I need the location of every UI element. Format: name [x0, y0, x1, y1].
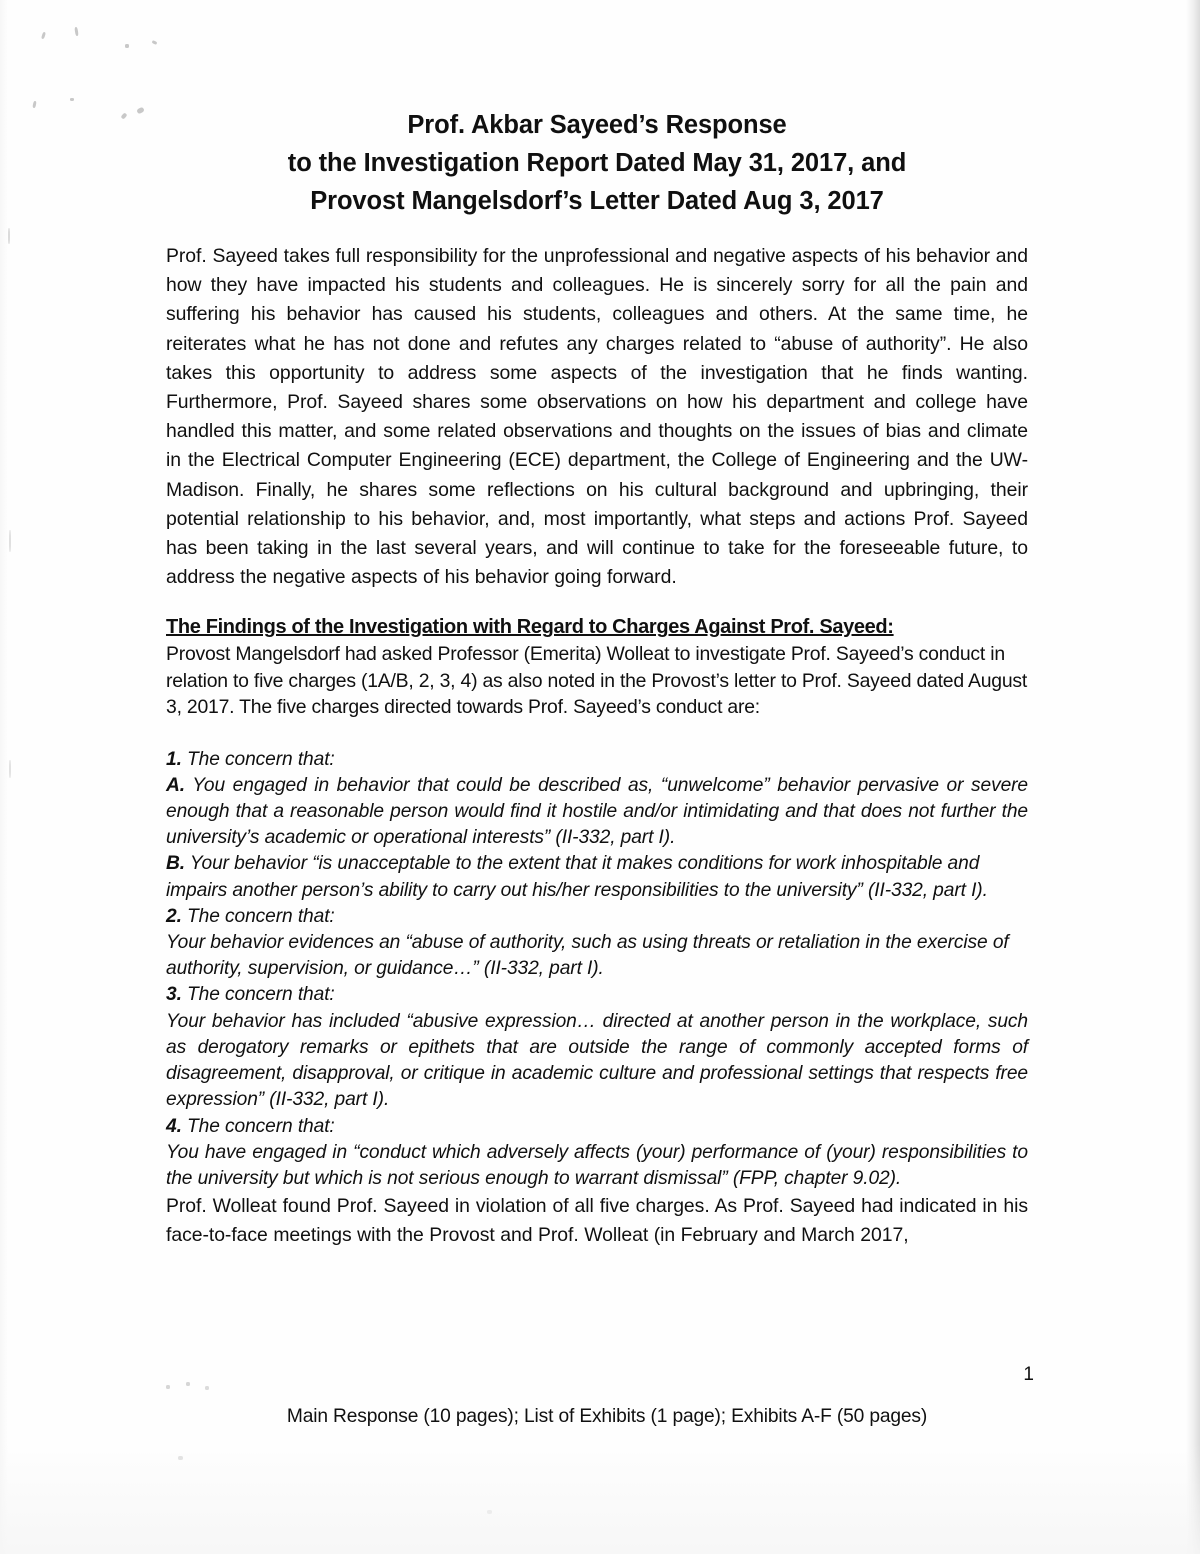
charge-lead-text: The concern that: — [181, 1115, 335, 1137]
charge-marker: 1. — [166, 748, 182, 770]
document-body — [166, 0, 1028, 1251]
charge-subitem — [166, 851, 1028, 903]
scan-speck — [121, 112, 128, 119]
charge-item — [166, 747, 1028, 904]
charge-marker: 3. — [166, 984, 182, 1006]
charge-lead-text: The concern that: — [181, 748, 335, 770]
footer-note: Main Response (10 pages); List of Exhibits (1 page); Exhibits A-F (50 pages) — [286, 1406, 928, 1427]
charge-subtext: Your behavior evidences an “abuse of authority, such as using threats or retaliation in the exercise of authority, supervision, or guidance…” (II-332, part I). — [166, 932, 1009, 980]
page-title — [166, 0, 1028, 220]
scan-speck — [136, 107, 145, 115]
title-line-1: Prof. Akbar Sayeed’s Response — [407, 111, 787, 139]
charge-item — [166, 982, 1028, 1113]
scan-speck — [74, 27, 78, 36]
charge-subtext: You engaged in behavior that could be described as, “unwelcome” behavior pervasive or severe enough that a reasonable person would find it hostile and/or intimidating and that does not further the university’s academic or operational interests” (II-332, part I). — [166, 774, 1028, 849]
charge-subitem — [166, 773, 1028, 852]
section-intro-paragraph: Provost Mangelsdorf had asked Professor (Emerita) Wolleat to investigate Prof. Sayeed’s conduct in relation to five charges (1A/B, 2, 3, 4) as also noted in the Provost’s letter to Prof. Sayeed dated August 3, 2017. The five charges directed towards Prof. Sayeed’s conduct are: — [166, 643, 1028, 719]
charge-subitem — [166, 1140, 1028, 1192]
scan-bottom-haze — [0, 1444, 1200, 1554]
scan-edge-shadow-left — [0, 0, 8, 1554]
scan-speck — [9, 760, 11, 778]
scan-edge-shadow — [1186, 0, 1200, 1554]
intro-paragraph: Prof. Sayeed takes full responsibility for the unprofessional and negative aspects of his behavior and how they have impacted his students and colleagues. He is sincerely sorry for all the pain and suffering his behavior has caused his students, colleagues and others. At the same time, he reiterates what he has not done and refutes any charges related to “abuse of authority”. He also takes this opportunity to address some aspects of the investigation that he finds wanting. Furthermore, Prof. Sayeed shares some observations on how his department and college have handled this matter, and some related observations and thoughts on the issues of bias and climate in the Electrical Computer Engineering (ECE) department, the College of Engineering and the UW-Madison. Finally, he shares some reflections on his cultural background and upbringing, their potential relationship to his behavior, and, most importantly, what steps and actions Prof. Sayeed has been taking in the last several years, and will continue to take for the foreseeable future, to address the negative aspects of his behavior going forward. — [166, 245, 1028, 589]
charge-subitem — [166, 1009, 1028, 1114]
section-heading-findings: The Findings of the Investigation with Regard to Charges Against Prof. Sayeed: — [166, 616, 894, 639]
page-footer — [0, 1358, 1200, 1448]
scan-speck — [152, 40, 158, 45]
charge-subitem — [166, 930, 1028, 982]
charge-marker: 2. — [166, 905, 182, 927]
scan-speck — [41, 32, 46, 40]
charge-subtext: You have engaged in “conduct which adversely affects (your) performance of (your) responsibilities to the university but which is not serious enough to warrant dismissal” (FPP, chapter 9.02). — [166, 1141, 1028, 1189]
scan-speck — [125, 44, 129, 48]
charge-submarker: A. — [166, 774, 185, 796]
scan-speck — [487, 1510, 492, 1514]
scan-speck — [9, 530, 11, 552]
title-line-2: to the Investigation Report Dated May 31, 2017, and — [287, 149, 907, 177]
charge-lead — [166, 747, 1028, 773]
charge-subtext: Your behavior has included “abusive expression… directed at another person in the workplace, such as derogatory remarks or epithets that are outside the range of commonly accepted forms of disagreement, disapproval, or critique in academic culture and professional settings that respects free expression” (II-332, part I). — [166, 1010, 1028, 1111]
closing-paragraph: Prof. Wolleat found Prof. Sayeed in violation of all five charges. As Prof. Sayeed had indicated in his face-to-face meetings with the Provost and Prof. Wolleat (in February and March 2017, — [166, 1195, 1028, 1247]
scan-speck — [32, 101, 36, 108]
title-line-3: Provost Mangelsdorf’s Letter Dated Aug 3, 2017 — [310, 187, 884, 215]
charge-lead-text: The concern that: — [181, 905, 335, 927]
charge-lead — [166, 1114, 1028, 1140]
scan-speck — [178, 1456, 183, 1460]
charge-marker: 4. — [166, 1115, 182, 1137]
scan-speck — [70, 98, 74, 101]
charge-item — [166, 904, 1028, 983]
charge-lead-text: The concern that: — [181, 984, 335, 1006]
charge-lead — [166, 904, 1028, 930]
page-number: 1 — [1023, 1364, 1034, 1385]
charges-list — [166, 747, 1028, 1192]
charge-lead — [166, 982, 1028, 1008]
charge-subtext: Your behavior “is unacceptable to the extent that it makes conditions for work inhospitable and impairs another person’s ability to carry out his/her responsibilities to the university” (II-332, part I). — [166, 853, 988, 901]
charge-item — [166, 1114, 1028, 1193]
charge-submarker: B. — [166, 853, 185, 875]
scan-speck — [8, 228, 10, 244]
